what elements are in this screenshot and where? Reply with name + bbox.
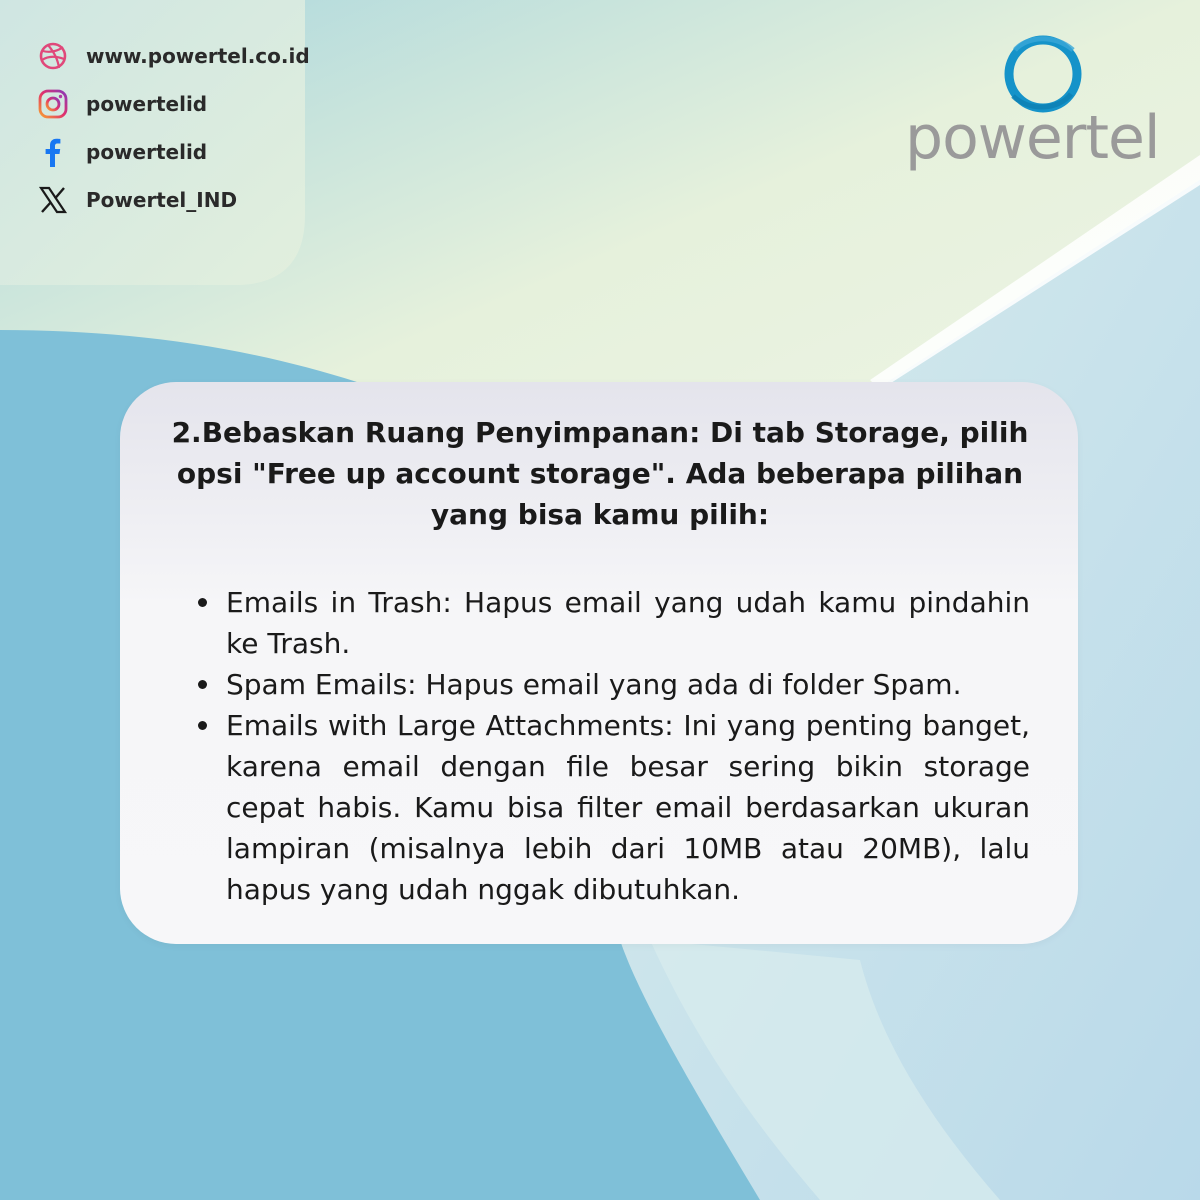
logo-wordmark: powertel <box>905 103 1160 173</box>
x-icon <box>36 183 70 217</box>
social-facebook[interactable] <box>36 128 310 176</box>
list-item <box>192 582 1030 664</box>
social-x[interactable] <box>36 176 310 224</box>
list-item-text: Spam Emails: Hapus email yang ada di folder Spam. <box>226 668 962 701</box>
facebook-label: powertelid <box>86 140 208 164</box>
social-website[interactable] <box>36 32 310 80</box>
list-item <box>192 664 1030 705</box>
list-item <box>192 705 1030 910</box>
list-item-text: Emails in Trash: Hapus email yang udah kamu pindahin ke Trash. <box>226 586 1030 660</box>
x-label: Powertel_IND <box>86 188 238 212</box>
social-instagram[interactable] <box>36 80 310 128</box>
instagram-icon <box>36 87 70 121</box>
facebook-icon <box>36 135 70 169</box>
tips-list <box>192 582 1030 910</box>
bullet-icon <box>198 680 207 689</box>
instagram-label: powertelid <box>86 92 208 116</box>
website-label: www.powertel.co.id <box>86 44 310 68</box>
list-item-text: Emails with Large Attachments: Ini yang penting banget, karena email dengan file besar sering bikin storage cepat habis. Kamu bisa filter email berdasarkan ukuran lampiran (misalnya lebih dari 10MB atau 20MB), lalu hapus yang udah nggak dibutuhkan. <box>226 709 1030 906</box>
bullet-icon <box>198 721 207 730</box>
powertel-logo <box>905 28 1165 178</box>
dribbble-icon <box>36 39 70 73</box>
social-links <box>36 32 310 224</box>
content-card <box>120 382 1078 944</box>
card-title: 2.Bebaskan Ruang Penyimpanan: Di tab Storage, pilih opsi "Free up account storage". Ada beberapa pilihan yang bisa kamu pilih: <box>171 416 1029 531</box>
bullet-icon <box>198 598 207 607</box>
